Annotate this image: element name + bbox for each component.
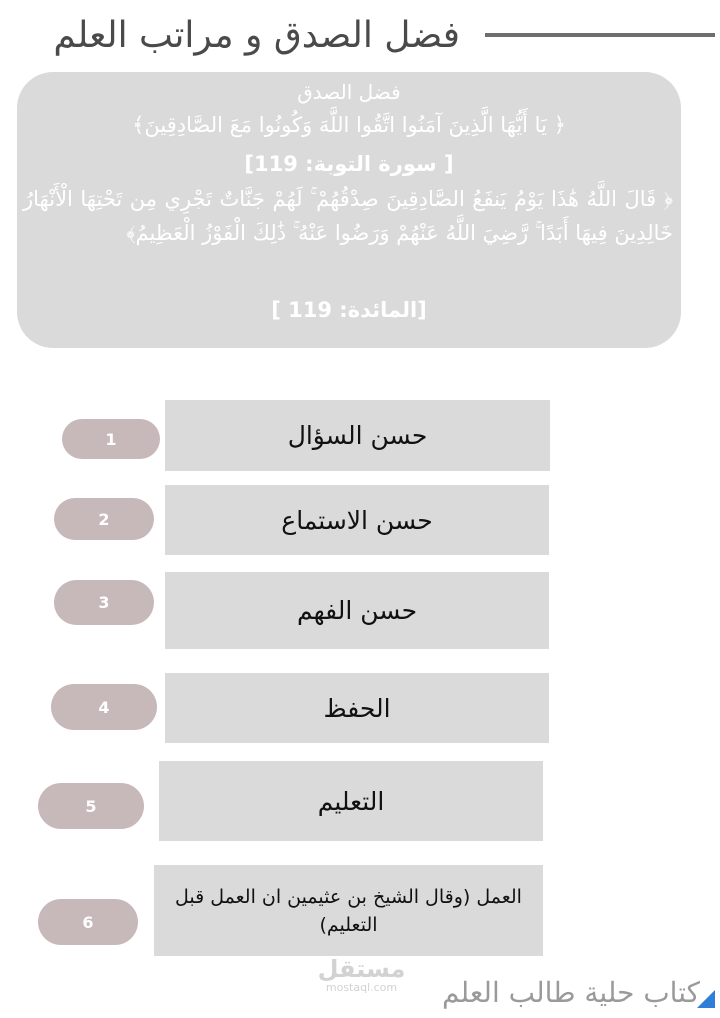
item-number-badge-6: 6 (38, 899, 138, 945)
list-item-6: العمل (وقال الشيخ بن عثيمين ان العمل قبل التعليم) (154, 865, 543, 956)
item-number-badge-2: 2 (54, 498, 154, 540)
corner-triangle-icon (697, 990, 715, 1008)
header-divider-line (485, 33, 715, 37)
verse-1-reference: [ سورة التوبة: 119] (244, 152, 454, 176)
list-item-5: التعليم (159, 761, 543, 841)
list-item-2: حسن الاستماع (165, 485, 549, 555)
verse-box (17, 72, 681, 348)
item-number-badge-5: 5 (38, 783, 144, 829)
verse-box-title: فضل الصدق (297, 80, 401, 104)
list-item-4: الحفظ (165, 673, 549, 743)
verse-2-reference: [المائدة: 119 ] (271, 298, 427, 322)
list-item-1: حسن السؤال (165, 400, 550, 471)
watermark-arabic: مستقل (317, 955, 406, 983)
list-item-3: حسن الفهم (165, 572, 549, 649)
mostaql-watermark (314, 956, 409, 996)
verse-2: ﴿ قَالَ اللَّهُ هَٰذَا يَوْمُ يَنفَعُ الصَّادِقِينَ صِدْقُهُمْ ۚ لَهُمْ جَنَّاتٌ تَجْرِي مِن تَحْتِهَا الْأَنْهَارُ خَالِدِينَ فِيهَا أَبَدًا ۚ رَّضِيَ اللَّهُ عَنْهُمْ وَرَضُوا عَنْهُ ۚ ذَٰلِكَ الْفَوْزُ الْعَظِيمُ﴾ (23, 187, 673, 245)
watermark-latin: mostaql.com (325, 981, 398, 994)
verse-1: ﴿ يَا أَيُّهَا الَّذِينَ آمَنُوا اتَّقُوا اللَّهَ وَكُونُوا مَعَ الصَّادِقِينَ﴾ (132, 113, 566, 137)
book-title: كتاب حلية طالب العلم (442, 976, 700, 1009)
page-title: فضل الصدق و مراتب العلم (53, 15, 460, 56)
item-number-badge-3: 3 (54, 580, 154, 625)
item-number-badge-4: 4 (51, 684, 157, 730)
item-number-badge-1: 1 (62, 419, 160, 459)
